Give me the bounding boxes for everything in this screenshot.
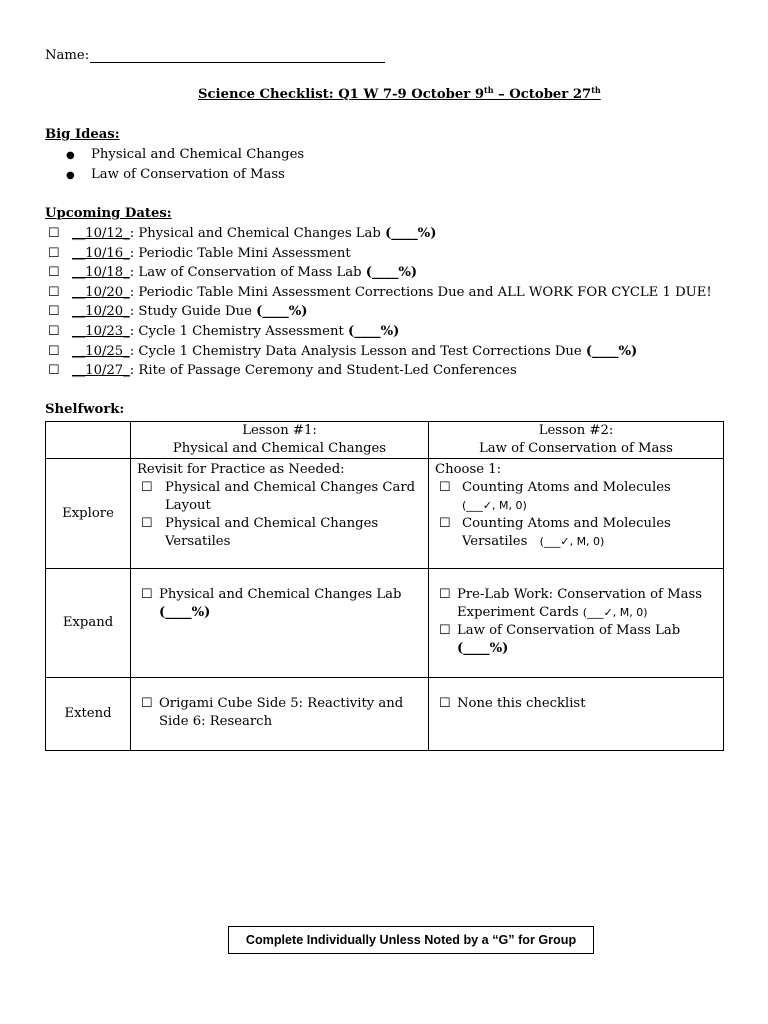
checklist-item[interactable] (435, 586, 717, 622)
checkbox-icon[interactable]: ☐ (48, 284, 60, 300)
name-label: Name: (45, 48, 90, 63)
due-item-text: : Rite of Passage Ceremony and Student-Led Conferences (129, 363, 517, 379)
percent-blank: (____%) (585, 343, 638, 359)
big-idea-item (66, 167, 75, 182)
title-text-end: – October 27 (493, 87, 592, 102)
checklist-item[interactable] (137, 479, 422, 515)
lesson2-title: Law of Conservation of Mass (479, 441, 673, 456)
due-date: __10/12_ (72, 226, 130, 241)
lesson2-header (429, 422, 724, 459)
explore-lesson2-intro: Choose 1: (435, 462, 502, 477)
due-item-text: : Study Guide Due (129, 304, 257, 320)
upcoming-dates-heading: Upcoming Dates: (45, 206, 172, 221)
explore-lesson1-cell (131, 459, 429, 569)
due-date: __10/16_ (72, 245, 130, 261)
checkbox-icon[interactable]: ☐ (439, 623, 451, 638)
due-item-text: : Cycle 1 Chemistry Assessment (129, 324, 348, 339)
checklist-item[interactable] (435, 479, 717, 515)
checkbox-icon[interactable]: ☐ (439, 480, 451, 495)
explore-lesson2-cell (429, 459, 724, 569)
due-item-text: : Cycle 1 Chemistry Data Analysis Lesson and Test Corrections Due (129, 343, 586, 359)
percent-blank: (____%) (385, 226, 437, 241)
row-label-expand: Expand (46, 569, 131, 678)
checkbox-icon[interactable]: ☐ (141, 480, 153, 495)
upcoming-date-item[interactable] (48, 246, 351, 261)
checkbox-icon[interactable]: ☐ (141, 696, 153, 711)
big-idea-text: Law of Conservation of Mass (91, 167, 285, 182)
due-item-text: : Physical and Chemical Changes Lab (129, 226, 386, 241)
title-text: Science Checklist: Q1 W 7-9 October 9 (198, 87, 484, 102)
bullet-icon: ● (66, 170, 75, 181)
big-idea-text: Physical and Chemical Changes (91, 147, 305, 162)
upcoming-date-item[interactable] (48, 324, 399, 339)
due-item-text: : Law of Conservation of Mass Lab (129, 265, 366, 281)
checkbox-icon[interactable]: ☐ (48, 245, 60, 261)
table-row-extend (46, 678, 724, 751)
expand-lesson2-cell (429, 569, 724, 678)
item-text: Physical and Chemical Changes Card Layout (165, 480, 416, 513)
lesson1-header (131, 422, 429, 459)
expand-lesson1-cell (131, 569, 429, 678)
item-text: Law of Conservation of Mass Lab (457, 623, 681, 638)
bullet-icon: ● (66, 150, 75, 161)
checkbox-icon[interactable]: ☐ (141, 516, 153, 531)
item-text: Origami Cube Side 5: Reactivity and Side 6: Research (159, 696, 404, 729)
percent-blank: (____%) (365, 265, 418, 281)
page-title (198, 87, 601, 102)
score-blank: (___✓, M, 0) (462, 499, 527, 512)
score-blank: (___✓, M, 0) (582, 606, 648, 619)
due-item-text: : Periodic Table Mini Assessment Corrections Due and ALL WORK FOR CYCLE 1 DUE! (129, 284, 712, 300)
row-label-extend: Extend (46, 678, 131, 751)
checkbox-icon[interactable]: ☐ (439, 516, 451, 531)
percent-blank: (____%) (256, 304, 308, 320)
percent-blank: (____%) (159, 605, 211, 620)
score-blank: (___✓, M, 0) (539, 535, 605, 548)
row-label-explore: Explore (46, 459, 131, 569)
shelfwork-table (45, 421, 724, 751)
upcoming-date-item[interactable] (48, 304, 307, 319)
upcoming-date-item[interactable] (48, 285, 712, 300)
explore-lesson1-intro: Revisit for Practice as Needed: (137, 462, 345, 477)
due-date: __10/18_ (72, 265, 130, 281)
title-sup: th (484, 85, 494, 95)
checkbox-icon[interactable]: ☐ (439, 587, 451, 602)
due-date: __10/20_ (72, 304, 130, 320)
upcoming-date-item[interactable] (48, 363, 517, 378)
table-row-explore (46, 459, 724, 569)
checkbox-icon[interactable]: ☐ (48, 363, 60, 379)
checklist-item[interactable] (435, 622, 717, 658)
item-text: Pre-Lab Work: Conservation of Mass Experiment Cards (457, 587, 702, 620)
upcoming-date-item[interactable] (48, 226, 436, 241)
checklist-item[interactable] (435, 695, 717, 713)
item-text: None this checklist (457, 696, 586, 711)
due-item-text: : Periodic Table Mini Assessment (129, 245, 351, 261)
lesson1-title: Physical and Chemical Changes (172, 441, 387, 456)
footer-note-box (228, 926, 594, 954)
upcoming-date-item[interactable] (48, 344, 637, 359)
table-row-expand (46, 569, 724, 678)
due-date: __10/20_ (72, 284, 130, 300)
lesson1-number: Lesson #1: (242, 423, 317, 438)
item-text: Physical and Chemical Changes Versatiles (165, 516, 379, 549)
checklist-item[interactable] (137, 515, 422, 551)
table-header-row (46, 422, 724, 459)
checkbox-icon[interactable]: ☐ (141, 587, 153, 602)
item-text: Counting Atoms and Molecules Versatiles (462, 516, 671, 549)
due-date: __10/25_ (72, 343, 130, 359)
lesson2-number: Lesson #2: (538, 423, 614, 438)
percent-blank: (____%) (347, 324, 400, 339)
item-text: Counting Atoms and Molecules (462, 480, 671, 495)
checklist-item[interactable] (137, 586, 422, 622)
extend-lesson2-cell (429, 678, 724, 751)
checklist-item[interactable] (137, 695, 422, 731)
checkbox-icon[interactable]: ☐ (48, 324, 60, 339)
extend-lesson1-cell (131, 678, 429, 751)
upcoming-date-item[interactable] (48, 265, 417, 280)
footer-note: Complete Individually Unless Noted by a “G” for Group (245, 933, 577, 947)
checkbox-icon[interactable]: ☐ (439, 696, 451, 711)
checklist-item[interactable] (435, 515, 717, 551)
checkbox-icon[interactable]: ☐ (48, 265, 60, 281)
percent-blank: (____%) (457, 641, 509, 656)
due-date: __10/23_ (72, 324, 130, 339)
checkbox-icon[interactable]: ☐ (48, 343, 60, 359)
shelfwork-heading: Shelfwork: (45, 402, 125, 417)
big-idea-item (66, 147, 75, 162)
checkbox-icon[interactable]: ☐ (48, 226, 60, 241)
title-sup-end: th (591, 85, 601, 95)
big-ideas-heading: Big Ideas: (45, 127, 120, 142)
due-date: __10/27_ (72, 363, 130, 379)
item-text: Physical and Chemical Changes Lab (159, 587, 402, 602)
table-corner-cell (46, 422, 131, 459)
name-input-line[interactable] (90, 62, 385, 63)
checkbox-icon[interactable]: ☐ (48, 304, 60, 320)
